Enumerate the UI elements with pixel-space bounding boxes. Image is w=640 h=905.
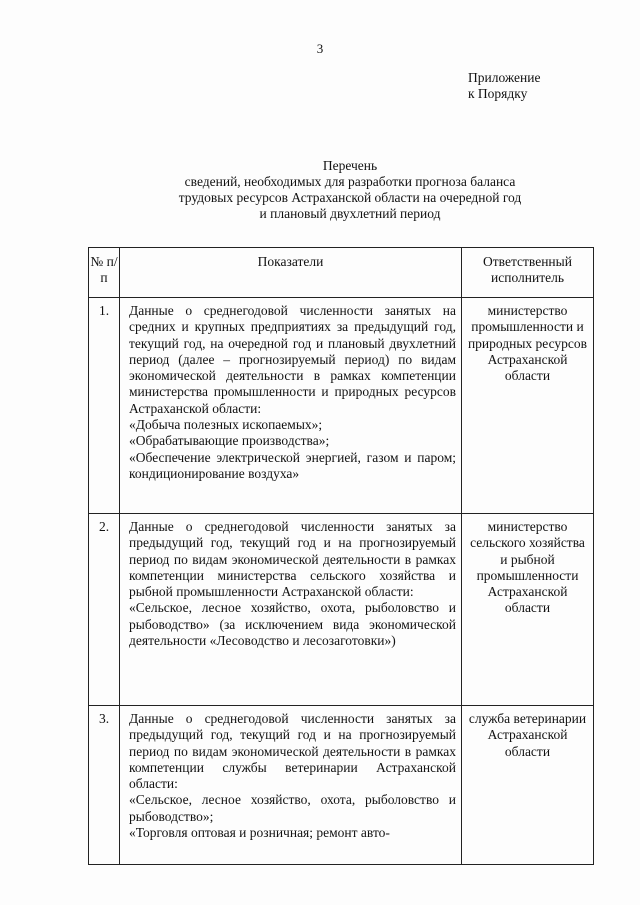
row-indicators <box>120 514 462 706</box>
row-responsible: министерство сельского хозяйства и рыбной промышленности Астраханской области <box>462 514 594 706</box>
row-number: 1. <box>89 298 120 514</box>
title-line-4: и плановый двухлетний период <box>259 206 441 221</box>
indicator-item: «Сельское, лесное хозяйство, охота, рыболовство и рыбоводство» (за исключением вида экономической деятельности «Лесоводство и лесозаготовки») <box>129 600 456 649</box>
indicator-item: «Торговля оптовая и розничная; ремонт авто- <box>129 825 390 841</box>
title-line-3: трудовых ресурсов Астраханской области на очередной год <box>178 190 522 205</box>
indicator-text: Данные о среднегодовой численности занятых на средних и крупных предприятиях за предыдущий год, текущий год, на очередной год и плановый двухлетний период (далее – прогнозируемый период) по видам экономической деятельности в рамках компетенции министерства промышленности и природных ресурсов Астраханской области: <box>129 303 456 416</box>
page-number: 3 <box>316 41 324 56</box>
row-indicators <box>120 706 462 865</box>
appendix-line-2: к Порядку <box>468 86 528 101</box>
row-responsible: служба ветеринарии Астраханской области <box>462 706 594 865</box>
header-indicators: Показатели <box>120 248 462 298</box>
table-row <box>89 706 594 865</box>
appendix-line-1: Приложение <box>468 70 541 85</box>
indicator-item: «Сельское, лесное хозяйство, охота, рыболовство и рыбоводство»; <box>129 792 456 824</box>
indicator-item: «Обеспечение электрической энергией, газом и паром; кондиционирование воздуха» <box>129 449 456 481</box>
row-indicators <box>120 298 462 514</box>
indicator-item: «Добыча полезных ископаемых»; <box>129 417 323 433</box>
header-num: № п/п <box>89 248 120 298</box>
title-line-2: сведений, необходимых для разработки прогноза баланса <box>184 174 516 189</box>
indicator-text: Данные о среднегодовой численности занятых за предыдущий год, текущий год и на прогнозируемый период по видам экономической деятельности в рамках компетенции службы ветеринарии Астраханской области: <box>129 711 456 792</box>
header-responsible: Ответственный исполнитель <box>462 248 594 298</box>
table-row <box>89 298 594 514</box>
table-header-row <box>89 248 594 298</box>
row-responsible: министерство промышленности и природных ресурсов Астраханской области <box>462 298 594 514</box>
document-title <box>0 158 640 222</box>
row-number: 3. <box>89 706 120 865</box>
indicators-table <box>88 247 594 865</box>
indicator-text: Данные о среднегодовой численности занятых за предыдущий год, текущий год и на прогнозируемый период по видам экономической деятельности в рамках компетенции министерства сельского хозяйства и рыбной промышленности Астраханской области: <box>129 519 456 600</box>
indicator-item: «Обрабатывающие производства»; <box>129 433 330 449</box>
row-number: 2. <box>89 514 120 706</box>
table-row <box>89 514 594 706</box>
appendix-note <box>468 70 540 102</box>
title-line-1: Перечень <box>322 158 378 173</box>
